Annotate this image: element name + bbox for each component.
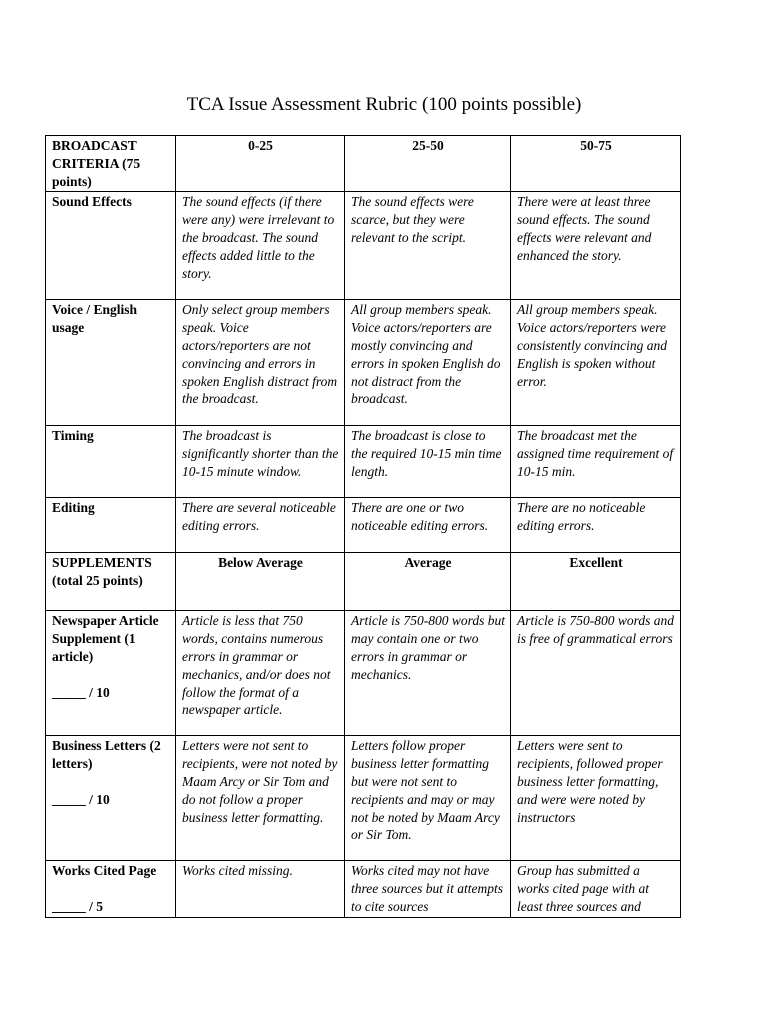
criterion-label: Works Cited Page (52, 863, 157, 879)
rubric-cell: All group members speak. Voice actors/reporters were consistently convincing and English is spoken without error. (511, 300, 681, 426)
criterion-label: Voice / English usage (46, 300, 176, 426)
rubric-cell: Works cited may not have three sources but it attempts to cite sources (345, 861, 511, 918)
rubric-cell: Article is less that 750 words, contains numerous errors in grammar or mechanics, and/or does not follow the format of a newspaper article. (176, 611, 345, 736)
rubric-row-timing (46, 426, 681, 498)
rubric-cell: There are no noticeable editing errors. (511, 498, 681, 553)
criterion-label: Timing (46, 426, 176, 498)
broadcast-header-row (46, 136, 681, 192)
rubric-cell: The broadcast met the assigned time requirement of 10-15 min. (511, 426, 681, 498)
column-header-excellent: Excellent (511, 553, 681, 611)
document-title: TCA Issue Assessment Rubric (100 points possible) (186, 94, 582, 115)
rubric-cell: There are several noticeable editing errors. (176, 498, 345, 553)
rubric-cell: Only select group members speak. Voice actors/reporters are not convincing and errors in spoken English distract from the broadcast. (176, 300, 345, 426)
criterion-label: Newspaper Article Supplement (1 article) (52, 613, 159, 664)
criterion-cell (46, 611, 176, 736)
rubric-row-newspaper-article (46, 611, 681, 736)
rubric-cell: The broadcast is close to the required 10-15 min time length. (345, 426, 511, 498)
rubric-row-works-cited (46, 861, 681, 918)
rubric-cell: Letters were sent to recipients, followed proper business letter formatting, and were were noted by instructors (511, 736, 681, 861)
rubric-cell: The sound effects (if there were any) were irrelevant to the broadcast. The sound effects added little to the story. (176, 192, 345, 300)
criterion-label: Business Letters (2 letters) (52, 738, 161, 772)
supplements-header-row (46, 553, 681, 611)
rubric-cell: The sound effects were scarce, but they were relevant to the script. (345, 192, 511, 300)
column-header-below-average: Below Average (176, 553, 345, 611)
rubric-cell: Group has submitted a works cited page with at least three sources and (511, 861, 681, 918)
rubric-cell: Letters follow proper business letter formatting but were not sent to recipients and may or may not be noted by Maam Arcy or Sir Tom. (345, 736, 511, 861)
criterion-label: Editing (46, 498, 176, 553)
score-blank: _____ / 10 (52, 684, 110, 700)
rubric-row-voice-english (46, 300, 681, 426)
criterion-cell (46, 861, 176, 918)
rubric-cell: Works cited missing. (176, 861, 345, 918)
rubric-cell: Letters were not sent to recipients, were not noted by Maam Arcy or Sir Tom and do not follow a proper business letter formatting. (176, 736, 345, 861)
column-header-25-50: 25-50 (345, 136, 511, 192)
rubric-table (45, 135, 681, 918)
rubric-row-editing (46, 498, 681, 553)
rubric-cell: Article is 750-800 words and is free of grammatical errors (511, 611, 681, 736)
rubric-cell: All group members speak. Voice actors/reporters are mostly convincing and errors in spoken English do not distract from the broadcast. (345, 300, 511, 426)
rubric-cell: Article is 750-800 words but may contain one or two errors in grammar or mechanics. (345, 611, 511, 736)
criterion-cell (46, 736, 176, 861)
rubric-row-sound-effects (46, 192, 681, 300)
criterion-label: Sound Effects (46, 192, 176, 300)
rubric-cell: There are one or two noticeable editing errors. (345, 498, 511, 553)
column-header-50-75: 50-75 (511, 136, 681, 192)
column-header-0-25: 0-25 (176, 136, 345, 192)
supplements-header: SUPPLEMENTS (total 25 points) (46, 553, 176, 611)
score-blank: _____ / 5 (52, 899, 104, 915)
column-header-average: Average (345, 553, 511, 611)
rubric-cell: The broadcast is significantly shorter than the 10-15 minute window. (176, 426, 345, 498)
broadcast-criteria-header: BROADCAST CRITERIA (75 points) (46, 136, 176, 192)
rubric-row-business-letters (46, 736, 681, 861)
score-blank: _____ / 10 (52, 791, 110, 807)
rubric-cell: There were at least three sound effects. The sound effects were relevant and enhanced the story. (511, 192, 681, 300)
